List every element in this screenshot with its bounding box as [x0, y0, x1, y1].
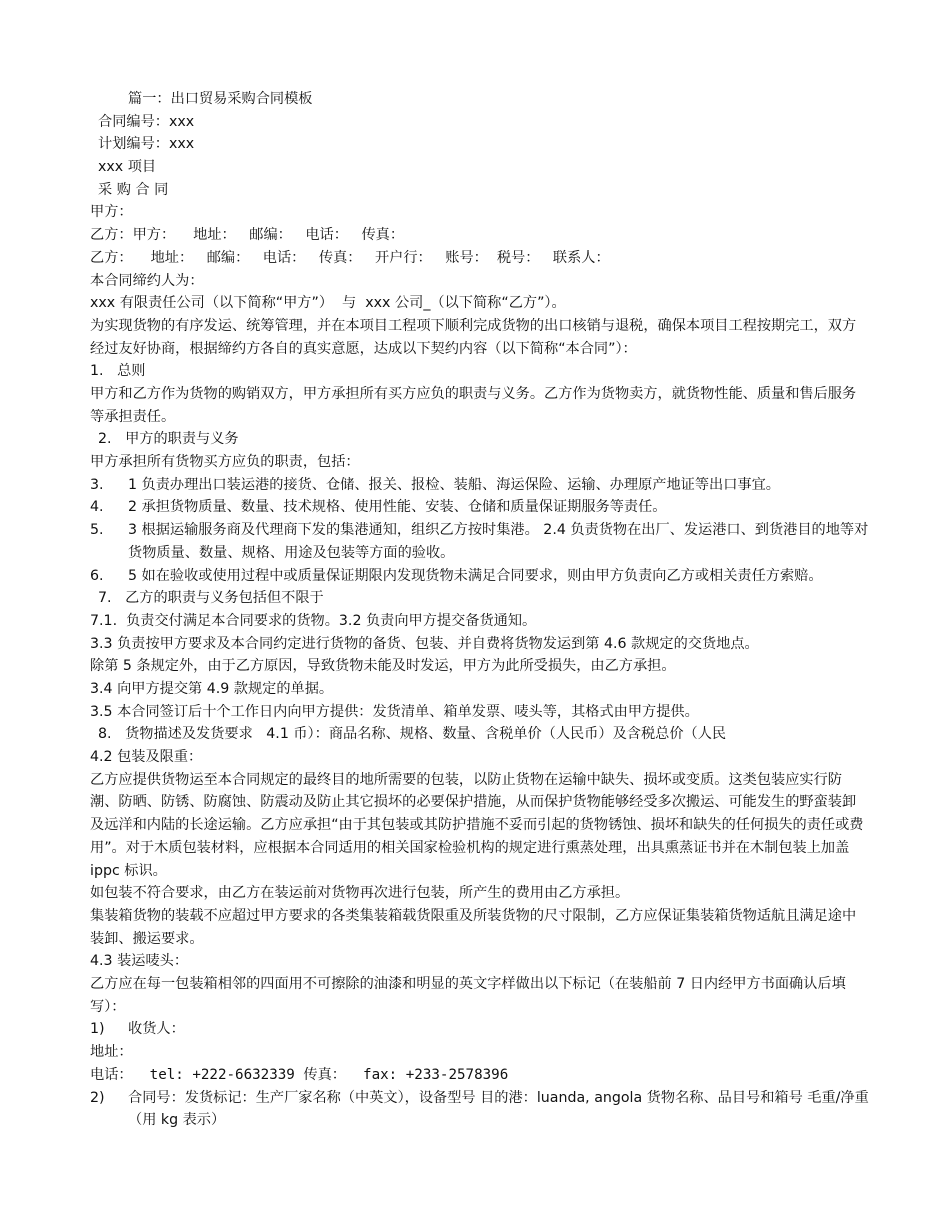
contract-heading: 采 购 合 同	[98, 181, 169, 198]
section-1-heading: 1. 总则	[90, 363, 146, 380]
list-item	[90, 474, 870, 497]
clause-3-5: 3.5 本合同签订后十个工作日内向甲方提供：发货清单、箱单发票、唛头等，其格式由甲方提供。	[90, 703, 699, 720]
list-number: 6.	[90, 567, 104, 584]
list-item	[90, 519, 870, 564]
list-item	[90, 496, 870, 519]
clause-7-1: 7.1. 负责交付满足本合同要求的货物。3.2 负责向甲方提交备货通知。	[90, 612, 537, 629]
list-text: 5 如在验收或使用过程中或质量保证期限内发现货物未满足合同要求，则由甲方负责向乙方或相关责任方索赔。	[128, 567, 823, 584]
packaging-paragraph-3: 集装箱货物的装载不应超过甲方要求的各类集装箱载货限重及所装货物的尺寸限制，乙方应保证集装箱货物适航且满足途中装卸、搬运要求。	[90, 907, 857, 947]
packaging-paragraph-1: 乙方应提供货物运至本合同规定的最终目的地所需要的包装，以防止货物在运输中缺失、损坏或变质。这类包装应实行防潮、防晒、防锈、防腐蚀、防震动及防止其它损坏的必要保护措施，从而保护货物能够经受多次搬运、可能发生的野蛮装卸及远洋和内陆的长途运输。乙方应承担“由于其包装或其防护措施不妥而引起的货物锈蚀、损坏和缺失的任何损失的责任或费用”。对于木质包装材料，应根据本合同适用的相关国家检验机构的规定进行熏蒸处理，出具熏蒸证书并在木制包装上加盖 ippc 标识。	[90, 771, 864, 879]
list-item	[90, 1087, 870, 1132]
contract-document	[90, 88, 870, 1132]
contract-number: 合同编号：xxx	[98, 113, 195, 130]
clause-3-4: 3.4 向甲方提交第 4.9 款规定的单据。	[90, 681, 334, 698]
phone-fax-line: 电话： tel: +222-6632339 传真： fax: +233-2578396	[90, 1066, 509, 1083]
plan-number: 计划编号：xxx	[98, 136, 195, 153]
list-text: 合同号：发货标记：生产厂家名称（中英文），设备型号 目的港：luanda, angola 货物名称、品目号和箱号 毛重/净重（用 kg 表示）	[128, 1089, 869, 1129]
clause-4-3-heading: 4.3 装运唛头：	[90, 953, 189, 970]
clause-4-2-heading: 4.2 包装及限重：	[90, 749, 203, 766]
packaging-paragraph-2: 如包装不符合要求，由乙方在装运前对货物再次进行包装，所产生的费用由乙方承担。	[90, 885, 630, 902]
list-number: 5.	[90, 522, 104, 539]
section-2-intro: 甲方承担所有货物买方应负的职责，包括：	[90, 454, 360, 471]
section-7-heading: 7. 乙方的职责与义务包括但不限于	[98, 590, 324, 607]
preamble-paragraph: 为实现货物的有序发运、统筹管理，并在本项目工程项下顺利完成货物的出口核销与退税，确保本项目工程按期完工，双方经过友好协商，根据缔约方各自的真实意愿，达成以下契约内容（以下简称“本合同”）：	[90, 317, 857, 357]
project-name: xxx 项目	[98, 159, 157, 176]
party-a-label: 甲方：	[90, 204, 133, 221]
section-1-body: 甲方和乙方作为货物的购销双方，甲方承担所有买方应负的职责与义务。乙方作为货物卖方，就货物性能、质量和售后服务等承担责任。	[90, 385, 857, 425]
list-text: 1 负责办理出口装运港的接货、仓储、报关、报检、装船、海运保险、运输、办理原产地证等出口事宜。	[128, 476, 780, 493]
parties-statement: xxx 有限责任公司（以下简称“甲方”） 与 xxx 公司_（以下简称“乙方”）。	[90, 295, 566, 312]
party-b-details-line: 乙方： 地址： 邮编： 电话： 传真： 开户行： 账号： 税号： 联系人：	[90, 249, 610, 266]
list-item	[90, 1018, 870, 1041]
clause-3-3-b: 除第 5 条规定外，由于乙方原因，导致货物未能及时发运，甲方为此所受损失，由乙方承担。	[90, 658, 676, 675]
section-2-heading: 2. 甲方的职责与义务	[98, 431, 239, 448]
list-number: 1)	[90, 1021, 105, 1038]
marking-paragraph: 乙方应在每一包装箱相邻的四面用不可擦除的油漆和明显的英文字样做出以下标记（在装船前 7 日内经甲方书面确认后填写）：	[90, 976, 846, 1015]
list-text: 2 承担货物质量、数量、技术规格、使用性能、安装、仓储和质量保证期服务等责任。	[128, 499, 667, 516]
list-number: 2)	[90, 1089, 105, 1106]
list-item	[90, 565, 870, 588]
list-number: 3.	[90, 476, 104, 493]
document-title: 篇一：出口贸易采购合同模板	[128, 91, 313, 107]
party-b-contact-line: 乙方：甲方： 地址： 邮编： 电话： 传真：	[90, 227, 405, 244]
address-label: 地址：	[90, 1044, 133, 1061]
list-text: 收货人：	[128, 1021, 185, 1038]
list-number: 4.	[90, 499, 104, 516]
clause-3-3-a: 3.3 负责按甲方要求及本合同约定进行货物的备货、包装、并自费将货物发运到第 4.6 款规定的交货地点。	[90, 635, 759, 652]
section-8-heading: 8. 货物描述及发货要求 4.1 币）：商品名称、规格、数量、含税单价（人民币）及含税总价（人民	[98, 726, 727, 743]
list-text: 3 根据运输服务商及代理商下发的集港通知，组织乙方按时集港。 2.4 负责货物在出厂、发运港口、到货港目的地等对货物质量、数量、规格、用途及包装等方面的验收。	[128, 522, 869, 561]
signatory-label: 本合同缔约人为：	[90, 272, 204, 289]
